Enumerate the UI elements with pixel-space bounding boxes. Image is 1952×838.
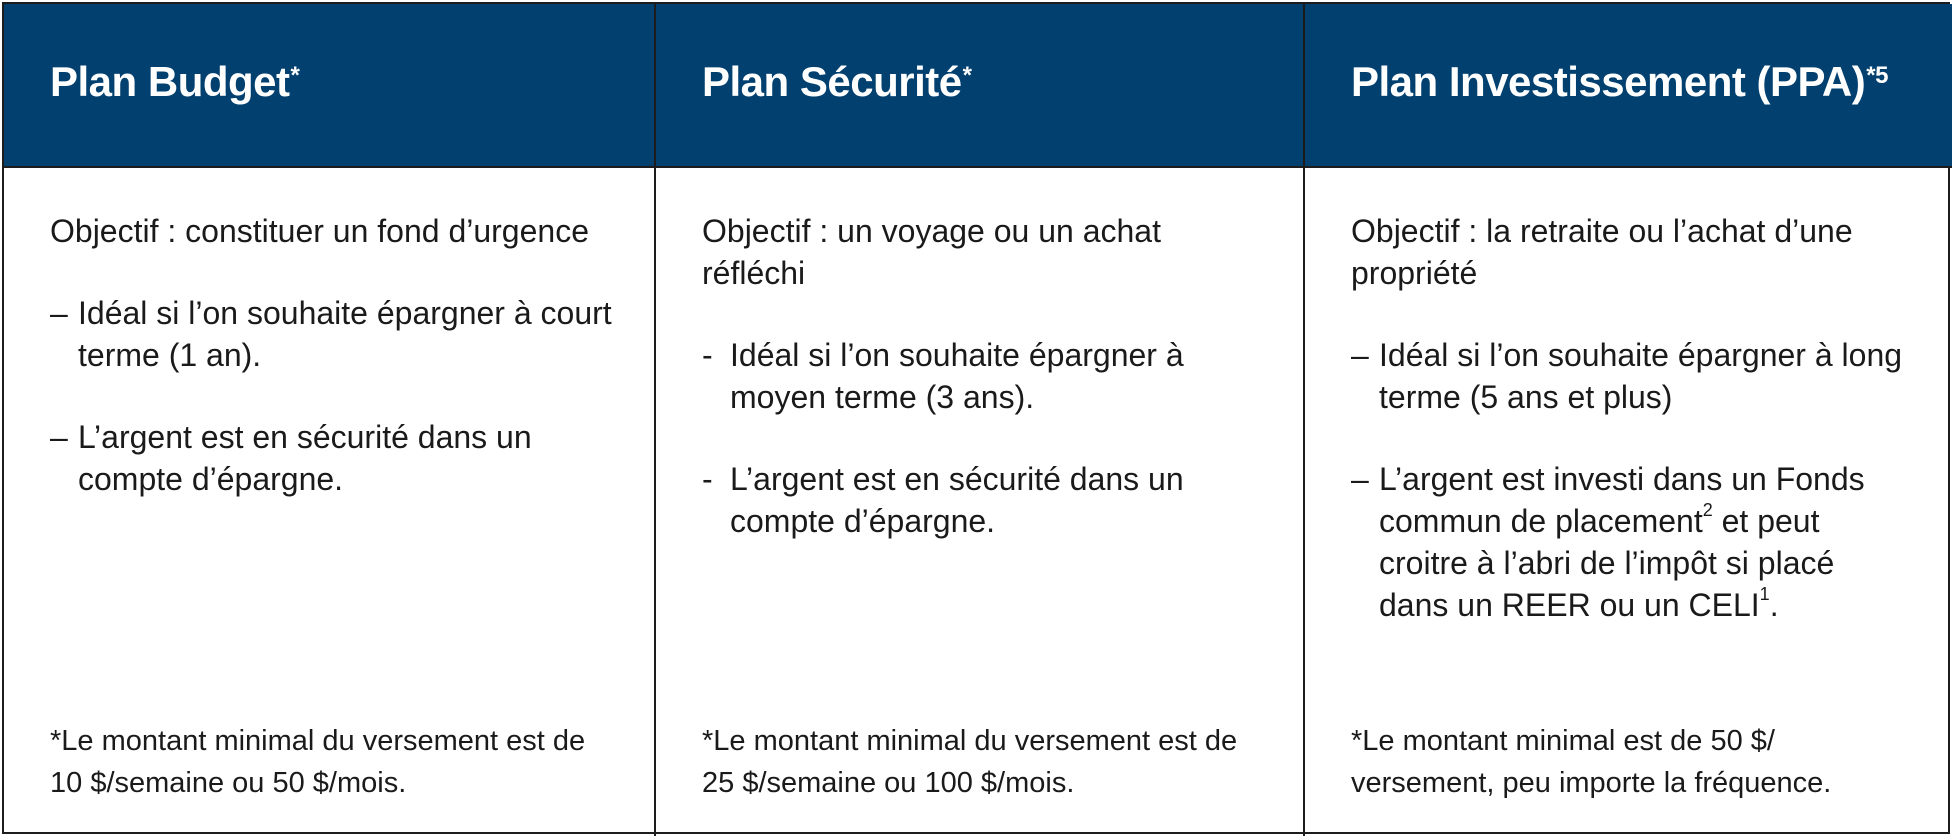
bullet-dash: –: [50, 295, 68, 331]
plan-securite-footnote: *Le montant minimal du versement est de 25 $/semaine ou 100 $/mois.: [702, 725, 1238, 799]
bullet-text: Idéal si l’on souhaite épargner à court terme (1 an).: [78, 295, 612, 373]
bullet-text: L’argent est en sécurité dans un compte d’épargne.: [730, 461, 1184, 539]
bullet-dash: -: [702, 337, 713, 373]
plan-investissement-objective: Objectif : la retraite ou l’achat d’une propriété: [1351, 213, 1853, 291]
bullet-dash: –: [50, 419, 68, 455]
plan-budget-footnote: *Le montant minimal du versement est de 10 $/semaine ou 50 $/mois.: [50, 725, 586, 799]
bullet-dash: –: [1351, 337, 1369, 373]
body-plan-budget: [4, 168, 654, 836]
plan-investissement-footnote: *Le montant minimal est de 50 $/ versement, peu importe la fréquence.: [1351, 725, 1832, 799]
bullet-text-part: et peut croitre à l’abri de l’impôt si placé dans un REER ou un CELI: [1379, 503, 1835, 623]
bullet-text: Idéal si l’on souhaite épargner à long terme (5 ans et plus): [1379, 337, 1903, 415]
body-plan-securite: [654, 168, 1303, 836]
bullet-text-part: .: [1769, 587, 1779, 623]
plan-budget-objective: Objectif : constituer un fond d’urgence: [50, 213, 589, 249]
plans-comparison-table: [2, 2, 1950, 834]
plan-investissement-title-mark: *5: [1866, 62, 1888, 89]
plan-budget-title: Plan Budget: [50, 58, 290, 105]
bullet-text: L’argent est en sécurité dans un compte d’épargne.: [78, 419, 532, 497]
bullet-text: Idéal si l’on souhaite épargner à moyen terme (3 ans).: [730, 337, 1184, 415]
plan-securite-title: Plan Sécurité: [702, 58, 962, 105]
plan-budget-title-mark: *: [290, 62, 300, 89]
body-plan-investissement: [1303, 168, 1952, 836]
footnote-ref-1: 1: [1759, 584, 1770, 605]
bullet-text-part: L’argent est investi dans un Fonds commun de placement: [1379, 461, 1865, 539]
plan-securite-bullet: [702, 458, 1263, 542]
bullet-text: [1379, 458, 1912, 626]
footnote-ref-2: 2: [1702, 500, 1713, 521]
plan-budget-bullet: [50, 416, 614, 500]
plan-investissement-bullet: [1351, 334, 1912, 418]
bullet-dash: –: [1351, 461, 1369, 497]
header-plan-securite: [654, 4, 1303, 168]
header-plan-budget: [4, 4, 654, 168]
plan-investissement-title: Plan Investissement (PPA): [1351, 58, 1866, 105]
bullet-dash: -: [702, 461, 713, 497]
plan-securite-title-mark: *: [962, 62, 972, 89]
plan-investissement-bullet: [1351, 458, 1912, 626]
plan-securite-bullet: [702, 334, 1263, 418]
plan-budget-bullet: [50, 292, 614, 376]
plan-securite-objective: Objectif : un voyage ou un achat réfléchi: [702, 213, 1161, 291]
header-plan-investissement: [1303, 4, 1952, 168]
